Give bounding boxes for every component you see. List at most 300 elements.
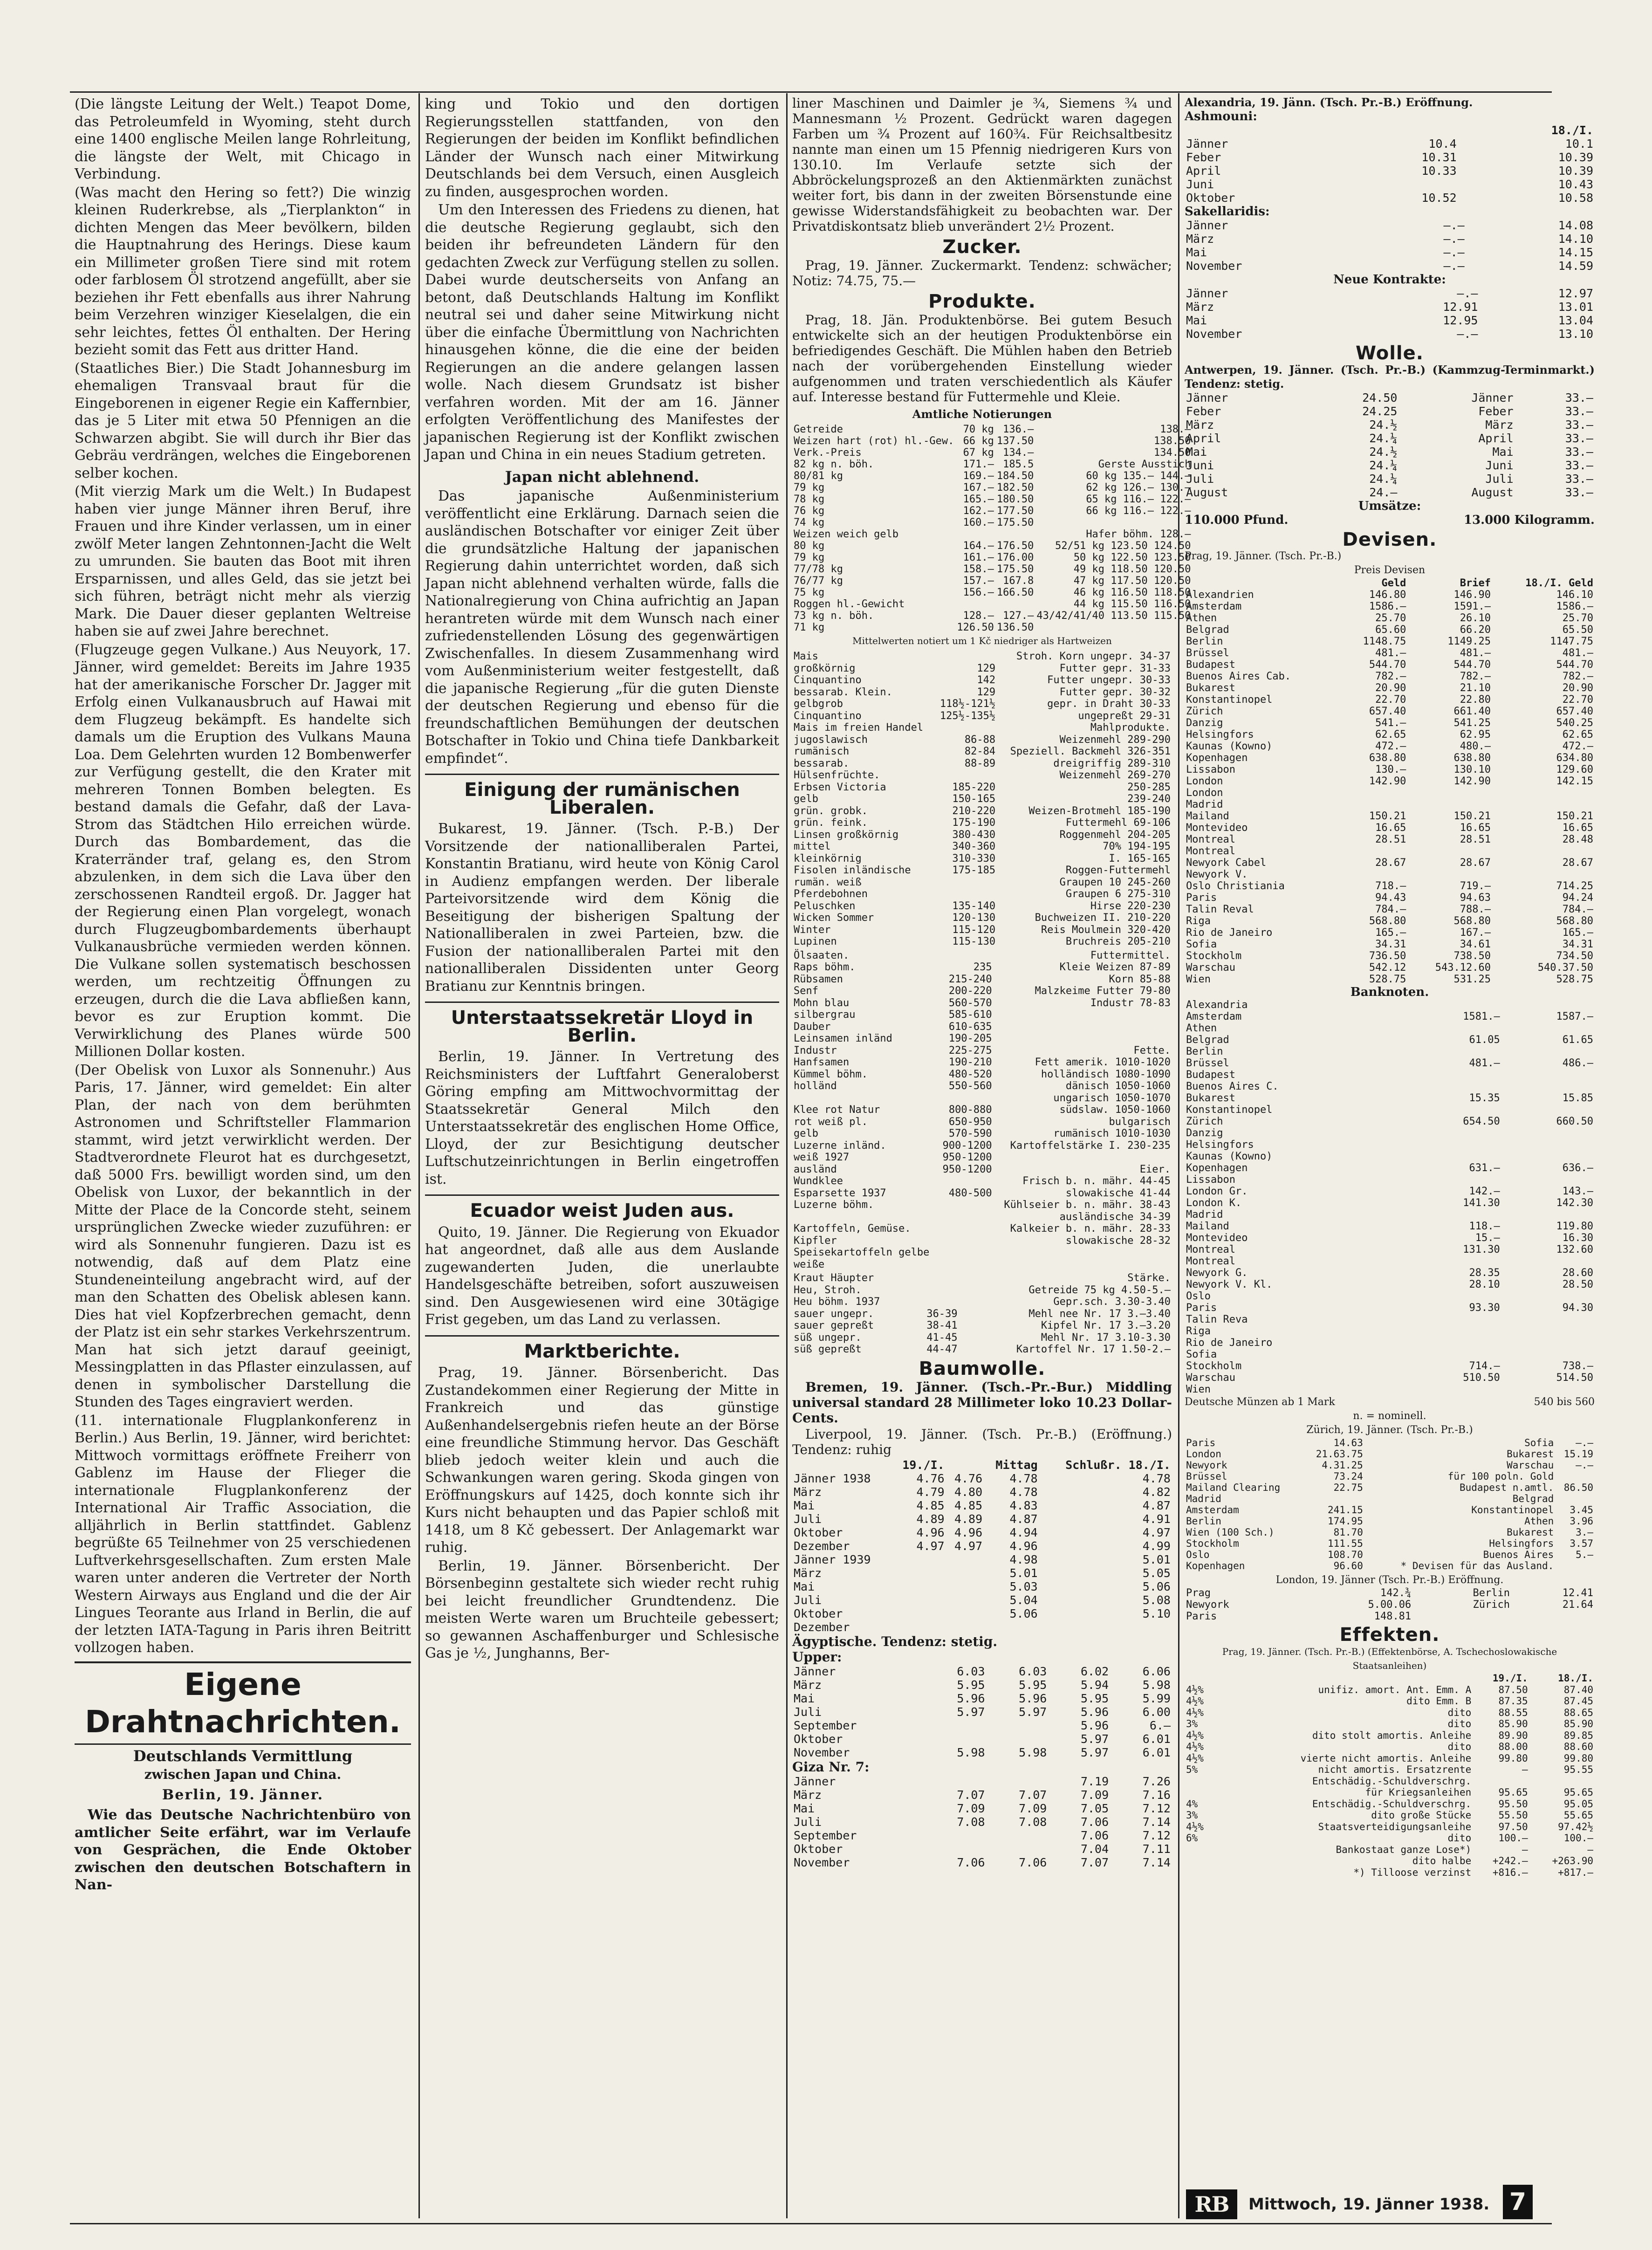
table-row [1185,1821,1595,1833]
table-cell: Danzig [1186,717,1223,729]
table-cell: Feber [1478,405,1514,418]
table-row [792,1620,1172,1634]
table-cell: 10.39 [1558,164,1593,178]
aegyptische-table [792,1665,1172,1759]
table-row [792,734,1172,746]
table-cell: 7.14 [1142,1855,1171,1869]
table-cell: Bukarest [1186,682,1235,694]
table-cell: 24.— [1369,486,1398,499]
table-cell: 88.60 [1563,1741,1593,1752]
table-cell: 4.78 [1142,1471,1171,1485]
table-cell: Kartoffeln, Gemüse. [794,1223,911,1235]
table-row [1185,219,1595,232]
table-cell: 28.67 [1375,857,1406,869]
table-cell: Frisch b. n. mähr. 44-45 [1022,1175,1171,1187]
table-cell: Paris [1186,892,1217,904]
table-header-cell: 18./I. Geld [1525,577,1593,589]
table-cell: 16.65 [1375,822,1406,834]
table-cell: Roggen hl.-Gewicht [794,598,905,610]
table-cell: 175.50 [996,563,1034,575]
table-cell: 784.— [1562,904,1593,915]
table-cell: 184.50 [996,470,1034,482]
table-cell: Wien [1186,1384,1211,1395]
table-row [1185,1549,1595,1560]
table-cell: 12.97 [1558,287,1593,300]
table-cell: 22.70 [1562,694,1593,706]
table-row [1185,327,1595,341]
table-cell: Montreal [1186,845,1235,857]
table-row [1185,1810,1595,1821]
table-row [792,1140,1172,1152]
table-cell: Kaunas (Kowno) [1186,1151,1273,1162]
table-cell: März [1186,300,1214,314]
table-cell: 142 [977,674,996,686]
table-cell: 118.— [1469,1221,1500,1232]
table-cell: weiße [794,1258,825,1270]
table-row [792,1526,1172,1539]
table-cell: 481.— [1562,647,1593,659]
table-cell: 4.76 [916,1471,945,1485]
table-cell: Kalkeier b. n. mähr. 28-33 [1010,1223,1171,1235]
table-cell: 62.95 [1460,729,1491,741]
table-row [1185,741,1595,752]
table-cell: Alexandria [1186,999,1248,1011]
table-cell: 94.63 [1460,892,1491,904]
newspaper-logo: RB [1186,2189,1237,2219]
table-cell: 15.85 [1562,1092,1593,1104]
subheadline-japan-china: zwischen Japan und China. [144,1767,342,1782]
table-cell: 3.96 [1570,1516,1593,1527]
table-cell: Hanfsamen [794,1056,850,1068]
table-cell: 50 kg 122.50 123.50 [1073,552,1191,563]
table-cell: 10.1 [1565,137,1593,151]
table-cell [792,1092,939,1104]
table-row [792,1199,1172,1211]
table-cell: Rio de Janeiro [1186,1337,1273,1349]
table-header-cell [1185,1673,1215,1684]
table-cell: Stärke. [1127,1272,1171,1284]
table-cell: London [1186,775,1223,787]
table-cell [1407,869,1492,880]
table-cell: 568.80 [1453,915,1491,927]
umsatz-kilogramm: 13.000 Kilogramm. [1463,513,1595,527]
table-cell: 167.8 [1003,575,1034,587]
table-cell: 65.60 [1375,624,1406,636]
table-cell: 4½% [1186,1684,1204,1695]
table-row [792,1829,1172,1842]
table-row [1185,1504,1595,1516]
table-cell: gelbgrob [794,698,843,710]
table-cell: bessarab. Klein. [794,686,892,698]
table-cell: 95.50 [1498,1798,1528,1810]
table-cell: bulgarisch [1109,1116,1171,1128]
table-row [1185,1471,1595,1482]
table-row [792,782,1172,794]
table-cell: 481.— [1460,647,1491,659]
table-cell: 62.65 [1562,729,1593,741]
table-cell: 5.05 [1142,1566,1171,1580]
table-row [792,1296,1172,1308]
table-row [792,540,1192,552]
table-cell: 175-190 [952,817,996,829]
table-cell: 13.04 [1558,314,1593,327]
table-cell: — [1522,1764,1528,1775]
table-cell: London [1186,787,1223,799]
table-cell: 38-41 [926,1320,958,1331]
table-cell: 87.35 [1498,1695,1528,1707]
table-cell: 472.— [1375,741,1406,752]
table-row [792,1021,1172,1033]
table-cell: 174.95 [1327,1516,1363,1527]
table-cell: 61.05 [1469,1034,1500,1046]
table-cell: jugoslawisch [794,734,868,746]
table-cell: 738.50 [1453,950,1491,962]
deutsche-muenzen-row [1185,1395,1595,1409]
table-row [1185,1232,1595,1244]
table-row [1185,682,1595,694]
table-cell [994,1033,1172,1045]
table-cell: 21.64 [1562,1599,1593,1611]
table-cell: 4.78 [1009,1471,1038,1485]
table-cell: März [794,1678,822,1692]
table-cell [1185,1787,1215,1798]
table-row [792,505,1192,517]
table-row [792,1580,1172,1593]
table-cell: 33.— [1565,459,1593,472]
table-cell: 585-610 [948,1009,992,1021]
table-cell: dito [1447,1741,1472,1752]
table-cell: Juni [1485,459,1514,472]
table-cell [913,1272,959,1284]
table-cell: 142.¾ [1380,1587,1412,1599]
table-cell: bessarab. [794,757,850,769]
table-cell: gepr. in Draht 30-33 [1047,698,1171,710]
table-cell: Kopenhagen [1186,752,1248,764]
table-cell: 5.94 [1080,1678,1109,1692]
table-cell [891,1553,946,1566]
table-cell: Brüssel [1186,1057,1229,1069]
table-cell: Kühlseier b. n. mähr. 38-43 [1004,1199,1171,1211]
table-cell: 4.97 [1142,1525,1171,1539]
table-cell: 24.25 [1362,405,1398,418]
table-cell: Mailand Clearing [1186,1482,1281,1493]
table-cell: 631.— [1469,1162,1500,1174]
table-cell: nicht amortis. Ersatzrente [1318,1764,1472,1775]
ashmouni-table [1185,123,1595,205]
table-cell: 541.— [1375,717,1406,729]
table-row [792,1284,1172,1296]
table-cell: Wien [1186,974,1211,985]
table-cell: 7.19 [1080,1774,1109,1788]
table-cell: 66 kg 116.— 122.— [1086,505,1191,517]
table-cell: Rübsamen [794,973,843,985]
table-cell [1408,1349,1501,1360]
table-cell [1185,1855,1215,1867]
table-cell: 24.½ [1369,418,1398,432]
divider [425,774,779,775]
table-cell: April [1186,164,1221,178]
table-cell [939,1259,994,1271]
table-cell: Oslo [1186,1549,1210,1560]
table-cell: slowakische 41-44 [1065,1187,1171,1199]
table-cell: 33.— [1565,472,1593,486]
table-header-cell [792,1458,891,1472]
table-cell: 4.87 [1009,1512,1038,1526]
table-cell: 82 kg n. böh. [794,459,874,470]
table-cell: 130.— [1375,764,1406,775]
table-cell: 141.30 [1463,1197,1500,1209]
table-row [1185,1092,1595,1104]
table-cell: 7.09 [1019,1801,1047,1815]
table-cell: 21.63.75 [1316,1448,1363,1460]
table-cell: 6.01 [1142,1745,1171,1759]
table-cell: dänisch 1050-1060 [1065,1080,1171,1092]
table-cell: 4.78 [1009,1485,1038,1499]
table-cell: 142.90 [1369,775,1406,787]
table-cell: 88.00 [1498,1741,1528,1752]
table-cell: 97.50 [1498,1821,1528,1832]
table-row [792,674,1172,686]
table-row [1185,939,1595,950]
table-row [792,494,1192,505]
table-row [1185,1127,1595,1139]
table-cell: 55.50 [1498,1810,1528,1821]
table-cell: Entschädig.-Schuldverschrg. [1312,1775,1472,1787]
table-cell: 21.10 [1460,682,1491,694]
table-cell: 472.— [1562,741,1593,752]
table-cell: Kümmel böhm. [794,1068,868,1080]
table-row [1185,314,1595,327]
table-row [792,1553,1172,1566]
table-cell [946,1553,984,1566]
table-cell: 5.03 [1009,1579,1038,1593]
banknoten-heading: Banknoten. [1350,985,1429,999]
table-row [1185,1011,1595,1022]
table-cell: 1147.75 [1550,636,1593,647]
table-row [1185,822,1595,834]
table-cell: Alexandrien [1186,589,1254,601]
table-cell: Newyork G. [1186,1267,1248,1279]
table-row [1185,232,1595,246]
table-cell: 560-570 [948,997,992,1009]
table-row [1185,869,1595,880]
table-row [1185,1587,1595,1599]
section-devisen: Devisen. [1342,529,1437,550]
table-cell: Futtermehl 69-106 [1065,817,1171,829]
table-cell: 215-240 [948,973,992,985]
table-cell: 13.01 [1558,300,1593,314]
table-cell: Sofia [1186,939,1217,950]
table-cell [913,1296,959,1308]
table-cell [1501,1337,1595,1349]
table-cell [934,651,997,663]
table-cell: —.— [1457,327,1478,341]
table-cell: Montreal [1186,1244,1235,1255]
table-cell: 7.05 [1080,1801,1109,1815]
table-row [1185,1349,1595,1360]
table-cell: Roggen-Futtermehl [1065,864,1171,876]
table-cell: —.— [1576,1437,1593,1448]
table-cell: 7.06 [957,1855,985,1869]
table-cell [946,1620,984,1634]
table-cell: 568.80 [1369,915,1406,927]
upper-heading: Upper: [792,1649,842,1665]
table-cell: Korn 85-88 [1109,973,1171,985]
table-cell: Newyork [1186,1599,1229,1611]
table-cell: ungepreßt 29-31 [1078,710,1171,722]
table-cell: Weizen hart (rot) hl.-Gew. [794,435,954,447]
table-cell: 95.65 [1563,1787,1593,1798]
table-cell: Mai [794,1579,815,1593]
table-cell: 6.01 [1142,1732,1171,1746]
table-cell: 88.65 [1563,1707,1593,1718]
table-row [792,459,1192,470]
table-cell: Danzig [1186,1127,1223,1139]
table-cell: Futter ungepr. 30-33 [1047,674,1171,686]
table-cell: 3.— [1576,1527,1593,1538]
table-cell: Lissabon [1186,764,1235,775]
table-header-cell: 18./I. [1551,123,1593,137]
table-row [1185,1325,1595,1337]
table-cell [913,1284,959,1296]
table-cell: März [1186,232,1214,246]
table-cell: 7.08 [1019,1815,1047,1829]
section-zucker: Zucker. [942,236,1022,258]
table-row [1185,300,1595,314]
table-cell: 10.39 [1558,151,1593,164]
table-cell: 6.03 [957,1664,985,1678]
table-cell [1185,1776,1215,1787]
table-cell: rumän. weiß [794,876,862,888]
giza-table [792,1775,1172,1869]
table-cell [1412,1611,1511,1622]
table-cell: 24.¼ [1369,432,1398,445]
table-row [1185,1034,1595,1046]
zuerich-table [1185,1437,1595,1571]
table-row [1185,1695,1595,1707]
table-row [792,1116,1172,1128]
table-cell: 93.30 [1469,1302,1500,1314]
table-row [792,1512,1172,1526]
article-japan-text: Das japanische Außenministerium veröffentlicht eine Erklärung. Darnach seien die ausländischen Botschafter vor einiger Zeit über die grundsätzliche Haltung der japanischen Regierung dahin unterrichtet worden, daß sich Japan nicht ablehnend verhalten würde, falls die Nationalregierung von China aufrichtig an Japan herantreten würde mit dem Wunsch nach einer zufriedenstellenden Lösung des gegenwärtigen Zwischenfalles. In diesem Zusammenhang wird vom Außenministerium weiter festgestellt, daß die japanische Regierung „für die guten Dienste der deutschen Regierung und ebenso für die freundschaftlichen Bemühungen der deutschen Botschafter in Tokio und China tiefe Dankbarkeit empfindet“. [425,488,779,767]
table-cell [1408,1127,1501,1139]
table-cell: Konstantinopel [1186,1104,1273,1116]
table-cell: 185-220 [952,781,996,793]
table-cell [946,1580,984,1593]
table-cell: holländisch 1080-1090 [1041,1068,1171,1080]
table-row [1185,1139,1595,1151]
table-header-cell [1343,123,1458,137]
table-row [1185,259,1595,273]
table-row [792,1247,1172,1259]
devisen-col-devisen: Devisen [1380,564,1426,576]
table-cell: 132.60 [1556,1244,1593,1255]
table-cell: Hülsenfrüchte. [794,769,880,781]
table-row [1185,472,1595,486]
page-footer [1186,2188,1596,2221]
table-cell: 65 kg 116.— 122.— [1086,494,1191,505]
table-cell: August [1186,486,1228,499]
table-cell: Lupinen [794,936,837,947]
table-cell [1408,1337,1501,1349]
london-table [1185,1587,1595,1622]
column-3 [792,96,1191,1869]
table-cell: Luzerne inländ. [794,1139,886,1152]
table-cell [1501,1349,1595,1360]
table-cell: 62 kg 126.— 130.— [1086,482,1191,494]
table-cell [1501,1314,1595,1325]
amtliche-notierungen-table [792,424,1192,633]
table-cell: 4½% [1186,1752,1204,1764]
table-row [1185,287,1595,300]
table-cell: Jänner [794,1774,836,1788]
table-row [792,1164,1172,1176]
banknoten-table [1185,999,1595,1395]
table-cell: 94.24 [1562,892,1593,904]
table-cell: Mailand [1186,1221,1229,1232]
table-cell: Athen [1186,1022,1217,1034]
table-row [792,1092,1172,1104]
table-cell: Mai [1186,246,1207,259]
table-cell: 7.06 [1080,1815,1109,1829]
table-cell [1408,1081,1501,1092]
table-cell: Montreal [1186,834,1235,845]
table-cell: vierte nicht amortis. Anleihe [1300,1752,1472,1764]
table-cell [1407,787,1492,799]
table-cell: Prag [1186,1587,1211,1599]
table-row [1185,1460,1595,1471]
divider [425,1335,779,1337]
table-row [1185,1611,1595,1622]
article-staatliches-bier: (Staatliches Bier.) Die Stadt Johannesburg im ehemaligen Transvaal braut für die Eingeborenen in eigener Regie ein Kaffernbier, das je 5 Liter mit etwa 50 Pfennigen an die Schwarzen abgibt. Sie will durch ihr Bier das Gebräu verdrängen, welches die Eingeborenen selber kochen. [75,360,411,481]
table-cell: Berlin [1186,636,1223,647]
table-cell [939,1199,994,1211]
baumwolle-bremen: Bremen, 19. Jänner. (Tsch.-Pr.-Bur.) Middling universal standard 28 Millimeter loko 10.23 Dollar-Cents. [792,1379,1172,1426]
table-cell: 1586.— [1556,601,1593,612]
table-cell: 100.— [1498,1832,1528,1844]
table-cell: 3% [1186,1718,1198,1729]
table-cell: 108.70 [1327,1549,1363,1560]
table-cell: 714.— [1469,1360,1500,1372]
table-row [1185,1022,1595,1034]
table-cell: 241.15 [1327,1504,1363,1516]
table-cell: 47 kg 117.50 120.50 [1073,575,1191,587]
table-cell: 177.50 [996,505,1034,517]
table-cell: Newyork V. Kl. [1186,1279,1273,1290]
section-divider [75,1743,411,1745]
table-cell: Bruchreis 205-210 [1065,936,1171,947]
table-cell: Mai [794,1498,815,1512]
table-cell: Getreide [794,424,843,435]
table-cell: 480.— [1460,741,1491,752]
table-cell: 5.06 [1009,1606,1038,1620]
table-row [792,1732,1172,1746]
baumwolle-liverpool: Liverpool, 19. Jänner. (Tsch. Pr.-B.) (Eröffnung.) Tendenz: ruhig [792,1426,1172,1457]
table-cell: 5.95 [1019,1678,1047,1692]
table-cell: 164.— [963,540,994,552]
table-row [1185,1360,1595,1372]
table-cell: 4½% [1186,1707,1204,1718]
table-cell: Paris [1186,1611,1217,1622]
table-cell: 150-165 [952,793,996,805]
table-cell: 5.98 [1142,1678,1171,1692]
table-cell [946,1566,984,1580]
table-cell [891,1620,946,1634]
table-cell [792,1211,939,1223]
table-cell: Kopenhagen [1186,1560,1245,1571]
table-cell: 1149.25 [1447,636,1491,647]
table-cell [925,1842,987,1856]
